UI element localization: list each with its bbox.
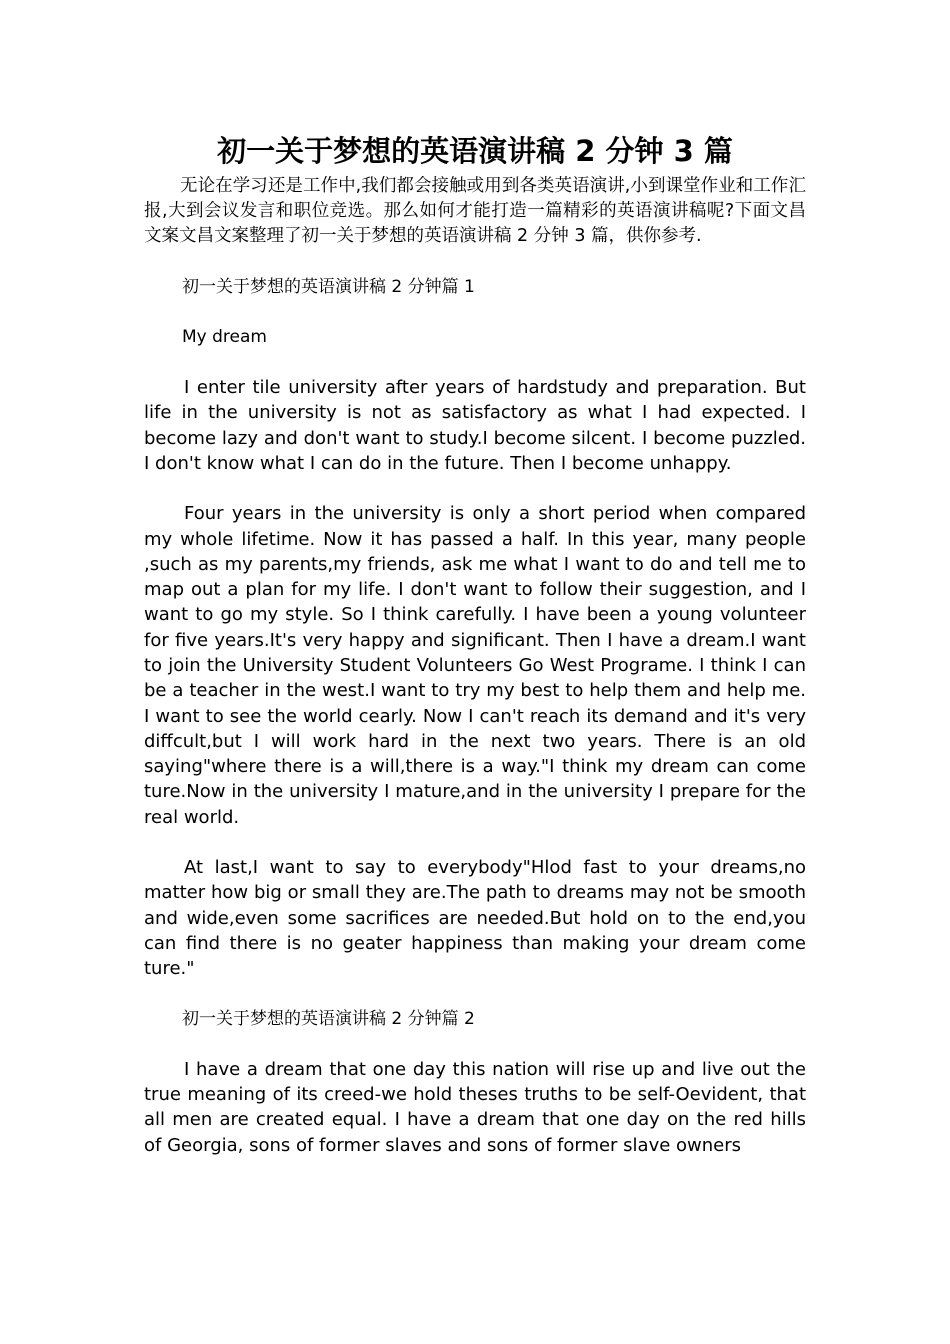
body-paragraph: Four years in the university is only a short period when compared my whole lifetime. Now it has passed a half. In this year, many people ,such as my parents,my friends, ask me what I want to do and tell me to map out a plan for my life. I don't want to follow their suggestion, and I want to go my style. So I think carefully. I have been a young volunteer for five years.It's very happy and significant. Then I have a dream.I want to join the University Student Volunteers Go West Programe. I think I can be a teacher in the west.I want to try my best to help them and help me. I want to see the world cearly. Now I can't reach its demand and it's very diffcult,but I will work hard in the next two years. There is an old saying"where there is a will,there is a way."I think my dream can come ture.Now in the university I mature,and in the university I prepare for the real world. bbox=[144, 503, 806, 828]
document-title: 初一关于梦想的英语演讲稿 2 分钟 3 篇 bbox=[217, 134, 733, 168]
intro-paragraph: 无论在学习还是工作中,我们都会接触或用到各类英语演讲,小到课堂作业和工作汇报,大到会议发言和职位竞选。那么如何才能打造一篇精彩的英语演讲稿呢?下面文昌文案文昌文案整理了初一关于梦想的英语演讲稿 2 分钟 3 篇，供你参考. bbox=[144, 176, 806, 247]
speech-subtitle: My dream bbox=[182, 326, 267, 347]
document-page bbox=[144, 128, 806, 1183]
body-paragraph: I have a dream that one day this nation will rise up and live out the true meaning of its creed-we hold theses truths to be self-Oevident, that all men are created equal. I have a dream that one day on the red hills of Georgia, sons of former slaves and sons of former slave owners bbox=[144, 1058, 806, 1156]
section-heading-2: 初一关于梦想的英语演讲稿 2 分钟篇 2 bbox=[182, 1008, 475, 1029]
section-heading-1: 初一关于梦想的英语演讲稿 2 分钟篇 1 bbox=[182, 276, 475, 297]
body-paragraph: I enter tile university after years of hardstudy and preparation. But life in the university is not as satisfactory as what I had expected. I become lazy and don't want to study.I become silcent. I become puzzled. I don't know what I can do in the future. Then I become unhappy. bbox=[144, 377, 806, 474]
body-paragraph: At last,I want to say to everybody"Hlod fast to your dreams,no matter how big or small they are.The path to dreams may not be smooth and wide,even some sacrifices are needed.But hold on to the end,you can find there is no geater happiness than making your dream come ture." bbox=[144, 857, 806, 980]
